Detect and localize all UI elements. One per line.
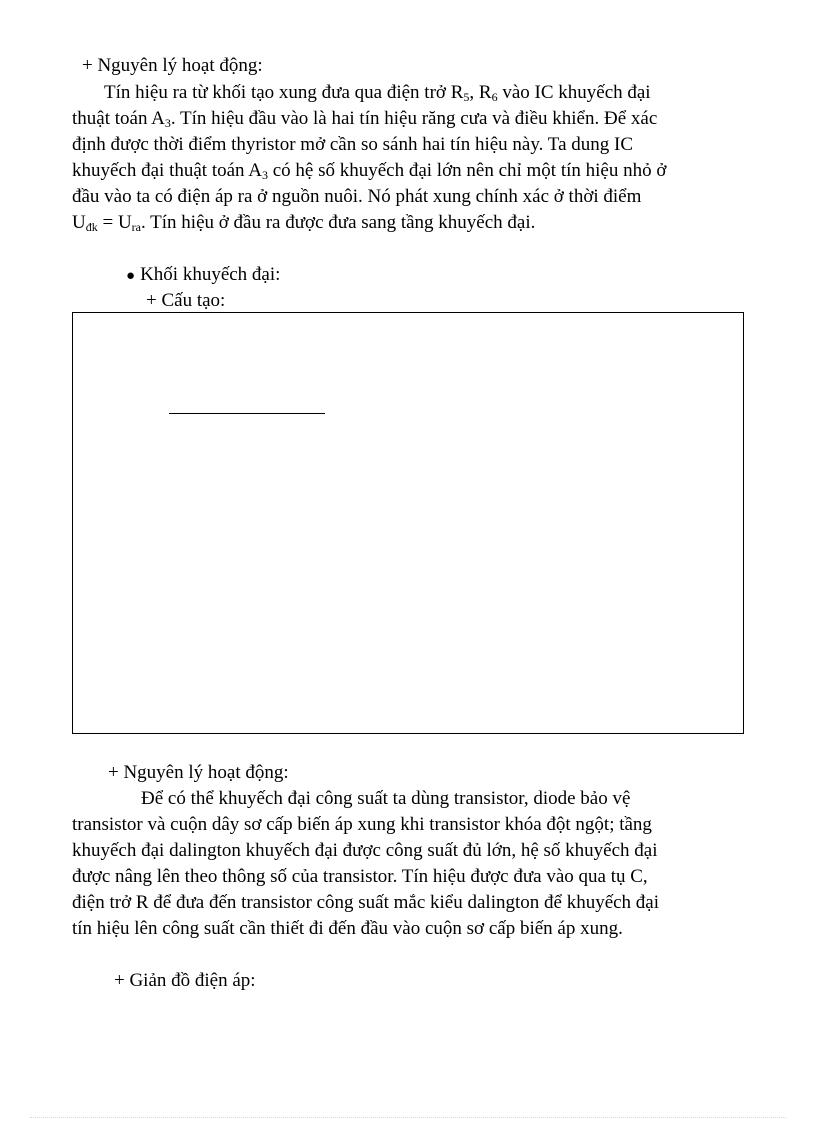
circuit-diagram-frame — [72, 312, 744, 734]
paragraph2-line2: transistor và cuộn dây sơ cấp biến áp xung khi transistor khóa đột ngột; tầng — [72, 814, 652, 835]
text: khuyếch đại thuật toán A — [72, 160, 262, 181]
text: Tín hiệu ra từ khối tạo xung đưa qua điện trở R — [104, 82, 464, 103]
paragraph2-line6: tín hiệu lên công suất cần thiết đi đến đầu vào cuộn sơ cấp biến áp xung. — [72, 918, 623, 939]
paragraph2-line4: được nâng lên theo thông số của transistor. Tín hiệu được đưa vào qua tụ C, — [72, 866, 648, 887]
diagram-line — [169, 413, 325, 414]
text: = U — [97, 212, 132, 233]
subscript: 3 — [164, 116, 171, 130]
paragraph1-line5: đầu vào ta có điện áp ra ở nguồn nuôi. Nó phát xung chính xác ở thời điểm — [72, 186, 642, 207]
text: U — [72, 212, 86, 233]
text: . Tín hiệu đầu vào là hai tín hiệu răng cưa và điều khiển. Để xác — [170, 108, 658, 129]
text: có hệ số khuyếch đại lớn nên chỉ một tín hiệu nhỏ ở — [267, 160, 667, 181]
section4-heading: + Giản đồ điện áp: — [114, 970, 256, 991]
bullet-icon: ● — [126, 268, 136, 284]
paragraph1-line1 — [104, 80, 651, 106]
text: Khối khuyếch đại: — [140, 264, 281, 285]
subscript: 6 — [491, 90, 498, 104]
section2-title — [126, 262, 280, 289]
text: . Tín hiệu ở đầu ra được đưa sang tầng khuyếch đại. — [141, 212, 536, 233]
paragraph1-line2 — [72, 106, 657, 132]
paragraph1-line6 — [72, 210, 535, 236]
paragraph1-line3: định được thời điểm thyristor mở cần so sánh hai tín hiệu này. Ta dung IC — [72, 134, 634, 155]
subscript: 3 — [261, 168, 268, 182]
section1-heading: + Nguyên lý hoạt động: — [82, 55, 263, 76]
text: , R — [469, 82, 492, 103]
paragraph2-line3: khuyếch đại dalington khuyếch đại được công suất đủ lớn, hệ số khuyếch đại — [72, 840, 658, 861]
subscript: đk — [85, 220, 98, 234]
text: vào IC khuyếch đại — [497, 82, 651, 103]
page-bottom-border — [30, 1117, 786, 1118]
paragraph2-line5: điện trở R để đưa đến transistor công suất mắc kiểu dalington để khuyếch đại — [72, 892, 660, 913]
paragraph1-line4 — [72, 158, 666, 184]
section2-sub-heading: + Cấu tạo: — [146, 290, 226, 311]
section3-heading: + Nguyên lý hoạt động: — [108, 762, 289, 783]
paragraph2-line1: Để có thể khuyếch đại công suất ta dùng transistor, diode bảo vệ — [141, 788, 631, 809]
text: thuật toán A — [72, 108, 165, 129]
subscript: 5 — [463, 90, 470, 104]
subscript: ra — [131, 220, 141, 234]
